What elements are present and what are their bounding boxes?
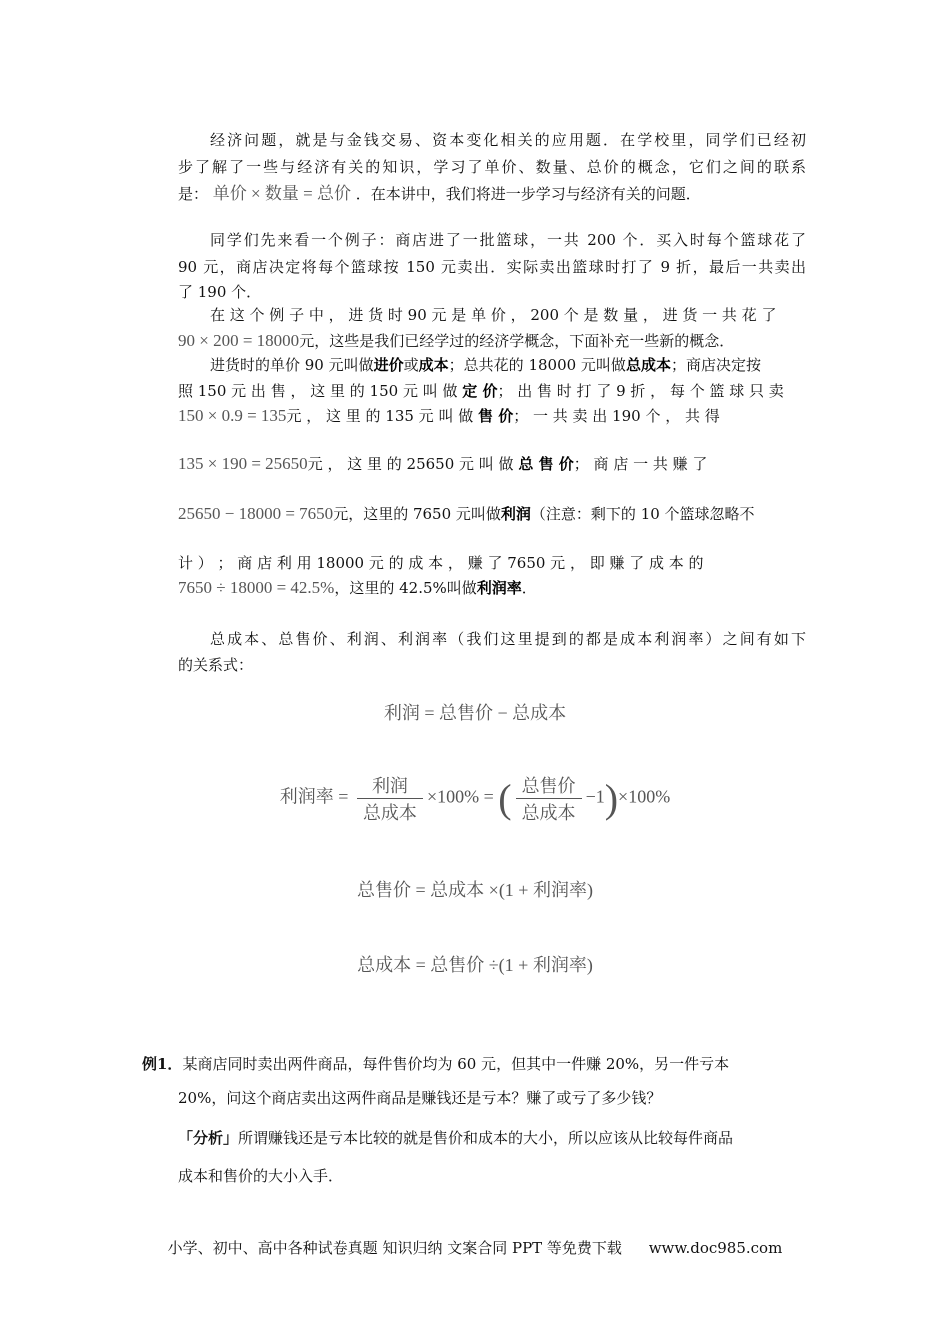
concepts-line-8: 计 ） ； 商 店 利 用 18000 元 的 成 本 ， 赚 了 7650 元 ， 即 赚 了 成 本 的 [178,554,704,572]
text-segment: 元，这里的 7650 元叫做 [333,505,501,523]
text-segment: ，这里的 42.5%叫做 [334,579,477,597]
example-1-analysis [178,1126,733,1150]
concepts-line-9 [178,576,806,600]
text-segment: ； 一 共 卖 出 190 个 ， 共 得 [513,407,720,425]
concepts-line-6 [178,452,806,476]
intro-line-2: 步了解了一些与经济有关的知识，学习了单价、数量、总价的概念，它们之间的联系 [178,158,806,176]
formula-lhs: 利润率 = [279,786,349,807]
intro-line-1: 经济问题，就是与金钱交易、资本变化相关的应用题．在学校里，同学们已经初 [210,131,806,149]
example-1-analysis-line-2: 成本和售价的大小入手． [178,1167,344,1185]
text-segment: 进货时的单价 90 元叫做 [210,356,374,374]
text-segment: ；总共花的 18000 元叫做 [448,356,626,374]
concepts-line-2-text: 元，这些是我们已经学过的经济学概念，下面补充一些新的概念． [299,332,735,350]
text-segment: 或 [403,356,419,374]
concepts-line-4 [178,379,806,403]
concepts-line-2 [178,329,806,353]
profit-rate-formula: 7650 ÷ 18000 = 42.5% [178,578,335,597]
right-paren: ) [604,776,619,821]
example-intro-line-3: 了 190 个． [178,283,262,301]
intro-line-3 [178,182,806,206]
example-1-line-1 [142,1052,729,1076]
formula-total-cost: 总成本 = 总售价 ÷(1 + 利润率) [357,955,593,975]
example-intro-line-1: 同学们先来看一个例子：商店进了一批篮球，一共 200 个．买入时每个篮球花了 [210,231,806,249]
text-segment: （注意：剩下的 10 个篮球忽略不 [530,505,755,523]
fraction-numerator: 总售价 [516,772,582,799]
text-segment: ；商店决定按 [670,356,761,374]
concepts-line-3 [210,353,806,377]
term-zongshoujia: 总 售 价 [518,455,574,473]
term-shoujia: 售 价 [477,407,514,425]
text-segment: ． [521,579,537,597]
footer-url[interactable]: www.doc985.com [648,1239,783,1257]
example-label: 例1． [142,1055,183,1073]
footer [0,1237,950,1258]
cost-formula: 90 × 200 = 18000 [178,331,300,350]
concepts-line-1: 在 这 个 例 子 中 ， 进 货 时 90 元 是 单 价 ， 200 个 是 数 量 ， 进 货 一 共 花 了 [210,306,777,324]
fraction-profit-over-cost [357,772,423,825]
example-1-line-2: 20%，问这个商店卖出这两件商品是赚钱还是亏本？赚了或亏了多少钱？ [178,1089,662,1107]
example-text: 某商店同时卖出两件商品，每件售价均为 60 元，但其中一件赚 20%，另一件亏本 [182,1055,730,1073]
text-segment: ； 出 售 时 打 了 9 折 ， 每 个 篮 球 只 卖 [497,382,784,400]
text-segment: 元 ， 这 里 的 25650 元 叫 做 [307,455,519,473]
example-intro-line-2: 90 元，商店决定将每个篮球按 150 元卖出．实际卖出篮球时打了 9 折，最后一共卖出 [178,258,806,276]
relations-line-1: 总成本、总售价、利润、利润率（我们这里提到的都是成本利润率）之间有如下 [210,630,806,648]
relations-line-2: 的关系式： [178,656,254,674]
formula-profit: 利润 = 总售价 − 总成本 [383,703,567,723]
text-segment: 元 ， 这 里 的 135 元 叫 做 [286,407,478,425]
fraction-denominator: 总成本 [521,803,576,823]
formula-profit-rate [0,772,950,825]
intro-line-3-prefix: 是： [178,185,209,203]
concepts-line-5 [178,404,806,428]
total-revenue-formula: 135 × 190 = 25650 [178,454,308,473]
analysis-text: 所谓赚钱还是亏本比较的就是售价和成本的大小，所以应该从比较每件商品 [238,1129,734,1147]
profit-formula: 25650 − 18000 = 7650 [178,504,334,523]
fraction-revenue-over-cost [516,772,582,825]
formula-end: ×100% [618,786,671,807]
formula-total-revenue: 总售价 = 总成本 ×(1 + 利润率) [357,880,593,900]
intro-line-3-suffix: ．在本讲中，我们将进一步学习与经济有关的问题． [355,185,701,203]
term-chengben: 成本 [418,356,449,374]
text-segment: ； 商 店 一 共 赚 了 [573,455,708,473]
footer-text: 小学、初中、高中各种试卷真题 知识归纳 文案合同 PPT 等免费下载 [167,1239,622,1257]
formula-mid: ×100% = [426,786,494,807]
fraction-numerator: 利润 [357,772,423,799]
text-segment: 照 150 元 出 售 ， 这 里 的 150 元 叫 做 [178,382,463,400]
unit-price-formula: 单价 × 数量 = 总价 [212,184,351,203]
term-dingjia: 定 价 [462,382,498,400]
formula-minus-one: −1 [585,786,605,807]
analysis-label: 「分析」 [178,1129,239,1147]
term-lirun: 利润 [500,505,531,523]
left-paren: ( [498,776,512,821]
term-zongchengben: 总成本 [625,356,671,374]
term-jinjia: 进价 [373,356,404,374]
selling-price-formula: 150 × 0.9 = 135 [178,406,287,425]
term-lirunlv: 利润率 [476,579,522,597]
fraction-denominator: 总成本 [362,803,417,823]
concepts-line-7 [178,502,806,526]
